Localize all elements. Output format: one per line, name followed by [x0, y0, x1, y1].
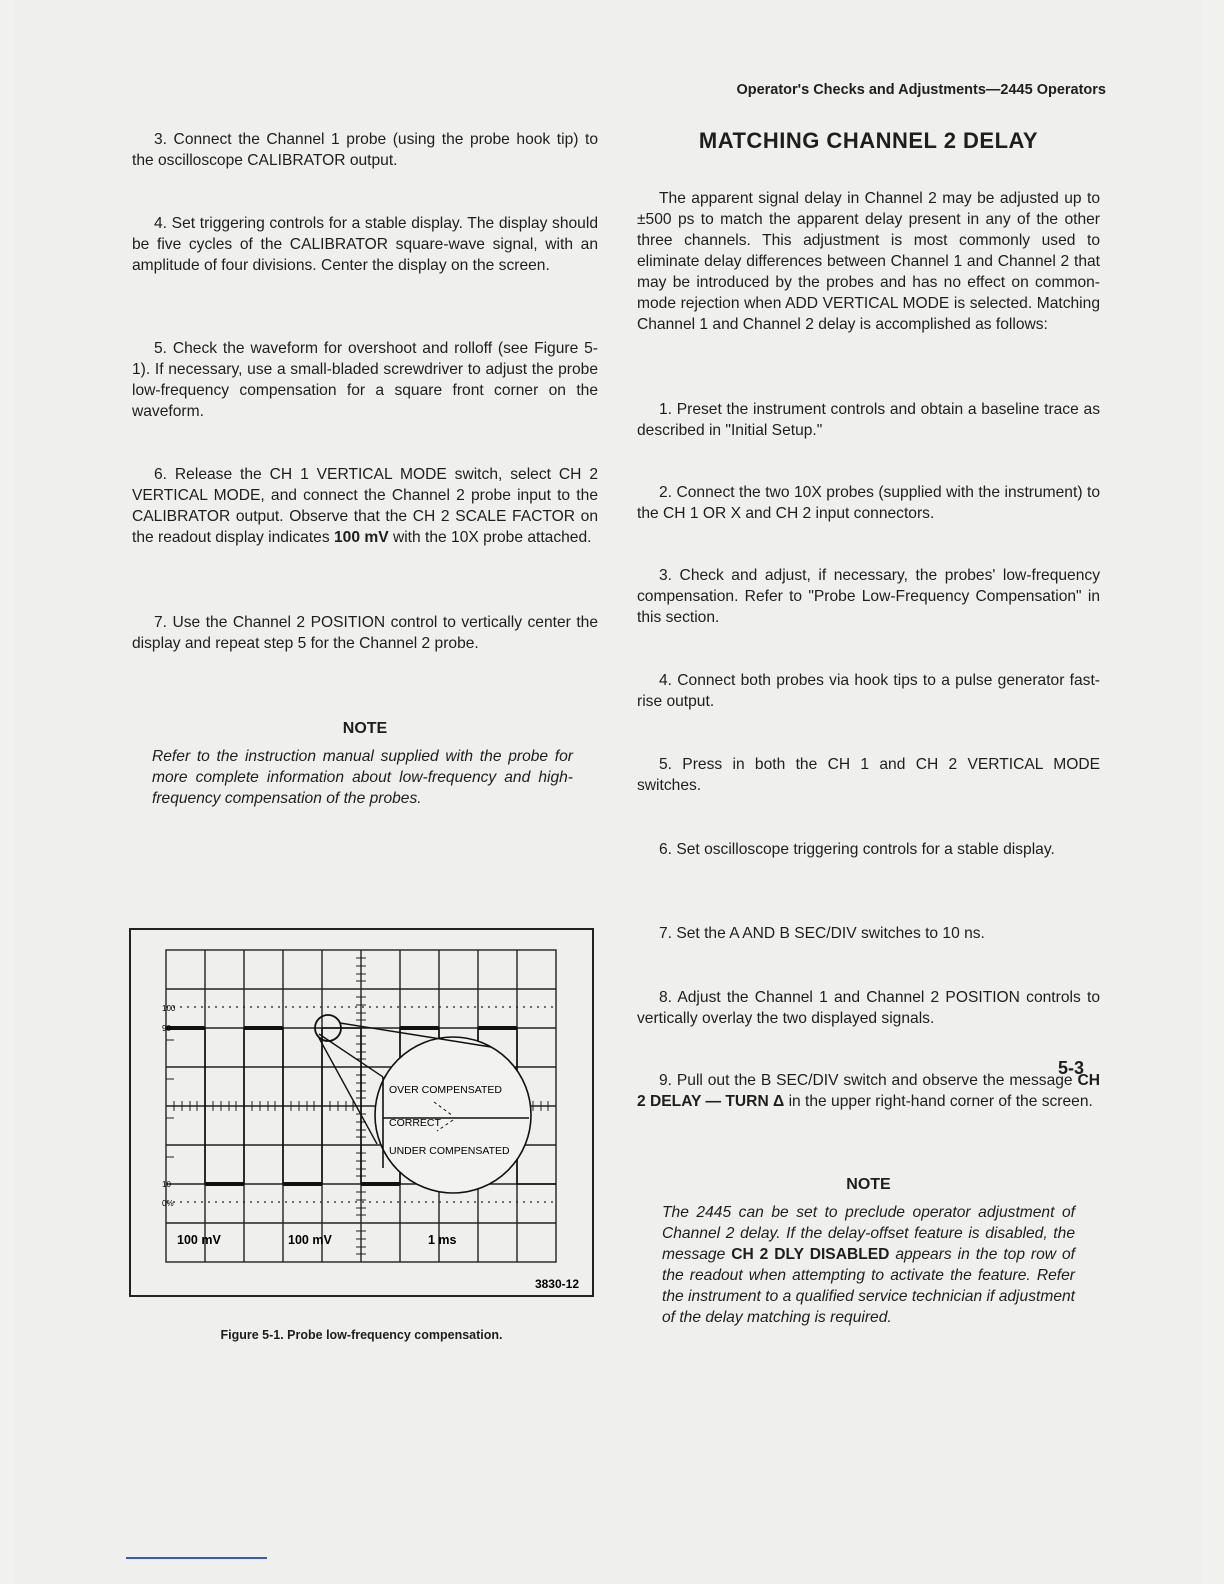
footer-link-line — [126, 1557, 267, 1559]
right-step-7: 7. Set the A AND B SEC/DIV switches to 10 ns. — [659, 925, 985, 942]
running-header: Operator's Checks and Adjustments—2445 Operators — [736, 82, 1106, 98]
oscilloscope-graticule — [131, 930, 592, 1295]
right-step-6: 6. Set oscilloscope triggering controls for a stable display. — [659, 841, 1055, 858]
left-step-7: 7. Use the Channel 2 POSITION control to vertically center the display and repeat step 5 for the Channel 2 probe. — [132, 614, 598, 652]
left-step-6-end: with the 10X probe attached. — [388, 529, 592, 546]
left-step-6-bold: 100 mV — [334, 529, 389, 546]
left-step-6 — [132, 464, 598, 548]
right-step-9-end: in the upper right-hand corner of the screen. — [784, 1093, 1093, 1110]
readout-ch1-scale: 100 mV — [177, 1233, 221, 1247]
left-note-title: NOTE — [342, 720, 388, 737]
y-label-0: 0% — [162, 1199, 174, 1208]
callout-over-compensated: OVER COMPENSATED — [389, 1084, 502, 1096]
section-title: MATCHING CHANNEL 2 DELAY — [698, 128, 1039, 153]
magnifier-large-circle — [375, 1037, 531, 1193]
right-step-9 — [637, 1070, 1100, 1112]
figure-caption: Figure 5-1. Probe low-frequency compensation. — [220, 1328, 503, 1342]
right-intro: The apparent signal delay in Channel 2 may be adjusted up to ±500 ps to match the apparent delay present in any of the other three channels. This adjustment is most commonly used to eliminate delay differences between Channel 1 and Channel 2 that may be introduced by the probes and has no effect on common-mode rejection when ADD VERTICAL MODE is selected. Matching Channel 1 and Channel 2 delay is accomplished as follows: — [637, 190, 1100, 333]
left-step-5: 5. Check the waveform for overshoot and rolloff (see Figure 5-1). If necessary, use a small-bladed screwdriver to adjust the probe low-frequency compensation for a square front corner on the waveform. — [132, 340, 598, 420]
right-note-part-2: appears in the top row of the readout when attempting to activate the feature. Refer the instrument to a qualified service technician if adjustment of the delay matching is required. — [662, 1246, 1075, 1326]
right-note-text — [662, 1202, 1075, 1328]
figure-id: 3830-12 — [534, 1277, 579, 1291]
right-step-9-bold: CH 2 DELAY — TURN Δ — [637, 1072, 1100, 1110]
right-step-9-text: 9. Pull out the B SEC/DIV switch and observe the message — [659, 1072, 1078, 1089]
right-note-part-1: The 2445 can be set to preclude operator adjustment of Channel 2 delay. If the delay-offset feature is disabled, the message — [662, 1204, 1075, 1263]
left-note-text: Refer to the instruction manual supplied with the probe for more complete information about low-frequency and high-frequency compensation of the probes. — [152, 748, 573, 807]
right-step-2: 2. Connect the two 10X probes (supplied with the instrument) to the CH 1 OR X and CH 2 input connectors. — [637, 484, 1100, 522]
left-step-4: 4. Set triggering controls for a stable display. The display should be five cycles of the CALIBRATOR square-wave signal, with an amplitude of four divisions. Center the display on the screen. — [132, 215, 598, 274]
callout-correct: CORRECT — [389, 1117, 441, 1129]
left-step-6-text: 6. Release the CH 1 VERTICAL MODE switch, select CH 2 VERTICAL MODE, and connect the Channel 2 probe input to the CALIBRATOR output. Observe that the CH 2 SCALE FACTOR on the readout display indicates — [132, 466, 598, 546]
readout-timebase: 1 ms — [428, 1233, 457, 1247]
y-label-90: 90 — [162, 1024, 171, 1033]
right-step-5: 5. Press in both the CH 1 and CH 2 VERTICAL MODE switches. — [637, 756, 1100, 794]
y-label-100: 100 — [162, 1004, 176, 1013]
callout-under-compensated: UNDER COMPENSATED — [389, 1145, 510, 1157]
readout-ch2-scale: 100 mV — [288, 1233, 332, 1247]
right-step-8: 8. Adjust the Channel 1 and Channel 2 POSITION controls to vertically overlay the two displayed signals. — [637, 989, 1100, 1027]
page-number: 5-3 — [1058, 1058, 1085, 1078]
right-step-3: 3. Check and adjust, if necessary, the probes' low-frequency compensation. Refer to "Probe Low-Frequency Compensation" in this section. — [637, 567, 1100, 626]
right-note-title: NOTE — [846, 1176, 891, 1193]
left-step-3: 3. Connect the Channel 1 probe (using the probe hook tip) to the oscilloscope CALIBRATOR output. — [132, 131, 598, 169]
right-step-1: 1. Preset the instrument controls and obtain a baseline trace as described in "Initial Setup." — [637, 401, 1100, 439]
right-note-bold: CH 2 DLY DISABLED — [731, 1246, 890, 1263]
y-label-10: 10 — [162, 1180, 171, 1189]
right-step-4: 4. Connect both probes via hook tips to a pulse generator fast-rise output. — [637, 672, 1100, 710]
figure-5-1 — [129, 928, 594, 1297]
